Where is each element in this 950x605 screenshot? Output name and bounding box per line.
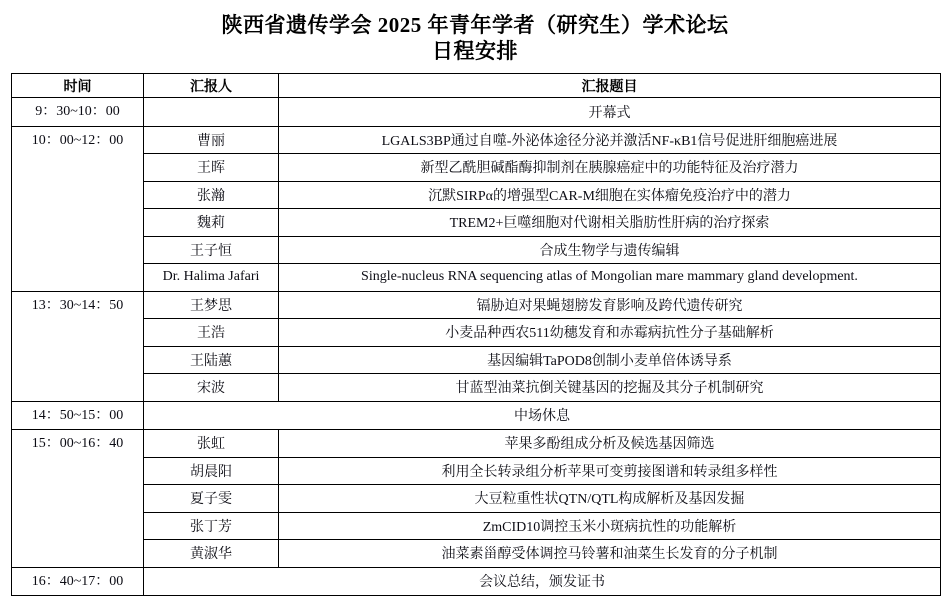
schedule-row [12,154,941,182]
presenter-cell: 夏子雯 [144,485,279,513]
schedule-row [12,98,941,127]
time-cell [12,126,144,291]
time-cell [12,291,144,401]
schedule-row [12,181,941,209]
time-cell [12,567,144,596]
topic-cell: TREM2+巨噬细胞对代谢相关脂肪性肝病的治疗探索 [279,209,941,237]
topic-cell: 镉胁迫对果蝇翅膀发育影响及跨代遗传研究 [279,291,941,319]
schedule-row [12,567,941,596]
topic-cell: ZmCID10调控玉米小斑病抗性的功能解析 [279,512,941,540]
presenter-cell: Dr. Halima Jafari [144,264,279,292]
schedule-row [12,346,941,374]
topic-cell: 新型乙酰胆碱酯酶抑制剂在胰腺癌症中的功能特征及治疗潜力 [279,154,941,182]
time-label: 9：30~10：00 [35,104,120,119]
schedule-row [12,457,941,485]
time-cell [12,430,144,568]
presenter-cell: 魏莉 [144,209,279,237]
schedule-table [11,73,941,596]
schedule-row [12,291,941,319]
schedule-row [12,430,941,458]
presenter-cell: 曹丽 [144,126,279,154]
presenter-cell: 黄淑华 [144,540,279,568]
time-cell [12,401,144,430]
header-topic: 汇报题目 [279,74,941,98]
header-time: 时间 [12,74,144,98]
topic-cell: 小麦品种西农511幼穗发育和赤霉病抗性分子基础解析 [279,319,941,347]
presenter-cell [144,98,279,127]
merged-activity-cell: 会议总结，颁发证书 [144,567,941,596]
time-label: 13：30~14：50 [31,297,124,313]
schedule-row [12,401,941,430]
presenter-cell: 王晖 [144,154,279,182]
presenter-cell: 宋波 [144,374,279,402]
schedule-row [12,374,941,402]
schedule-row [12,512,941,540]
schedule-row [12,319,941,347]
topic-cell: 利用全长转录组分析苹果可变剪接图谱和转录组多样性 [279,457,941,485]
topic-cell: 甘蓝型油菜抗倒关键基因的挖掘及其分子机制研究 [279,374,941,402]
presenter-cell: 王梦思 [144,291,279,319]
schedule-row [12,485,941,513]
topic-cell: 开幕式 [279,98,941,127]
document-subtitle: 日程安排 [432,39,518,63]
topic-cell: 合成生物学与遗传编辑 [279,236,941,264]
schedule-row [12,236,941,264]
presenter-cell: 王陆蕙 [144,346,279,374]
topic-cell: 大豆粒重性状QTN/QTL构成解析及基因发掘 [279,485,941,513]
time-label: 16：40~17：00 [31,573,124,589]
schedule-row [12,540,941,568]
presenter-cell: 张丁芳 [144,512,279,540]
topic-cell: Single-nucleus RNA sequencing atlas of Mongolian mare mammary gland development. [279,264,941,292]
document-title: 陕西省遗传学会 2025 年青年学者（研究生）学术论坛 [221,13,729,37]
header-presenter: 汇报人 [144,74,279,98]
time-label: 15：00~16：40 [31,436,124,451]
presenter-cell: 王浩 [144,319,279,347]
time-label: 10：00~12：00 [31,132,124,148]
topic-cell: 沉默SIRPα的增强型CAR-M细胞在实体瘤免疫治疗中的潜力 [279,181,941,209]
topic-cell: 苹果多酚组成分析及候选基因筛选 [279,430,941,458]
schedule-row [12,264,941,292]
schedule-row [12,126,941,154]
time-cell [12,98,144,127]
merged-activity-cell: 中场休息 [144,401,941,430]
presenter-cell: 王子恒 [144,236,279,264]
topic-cell: 基因编辑TaPOD8创制小麦单倍体诱导系 [279,346,941,374]
topic-cell: 油菜素甾醇受体调控马铃薯和油菜生长发育的分子机制 [279,540,941,568]
presenter-cell: 胡晨阳 [144,457,279,485]
topic-cell: LGALS3BP通过自噬-外泌体途径分泌并激活NF-κB1信号促进肝细胞癌进展 [279,126,941,154]
time-label: 14：50~15：00 [31,407,124,423]
presenter-cell: 张虹 [144,430,279,458]
header-row [12,74,941,98]
schedule-row [12,209,941,237]
presenter-cell: 张瀚 [144,181,279,209]
